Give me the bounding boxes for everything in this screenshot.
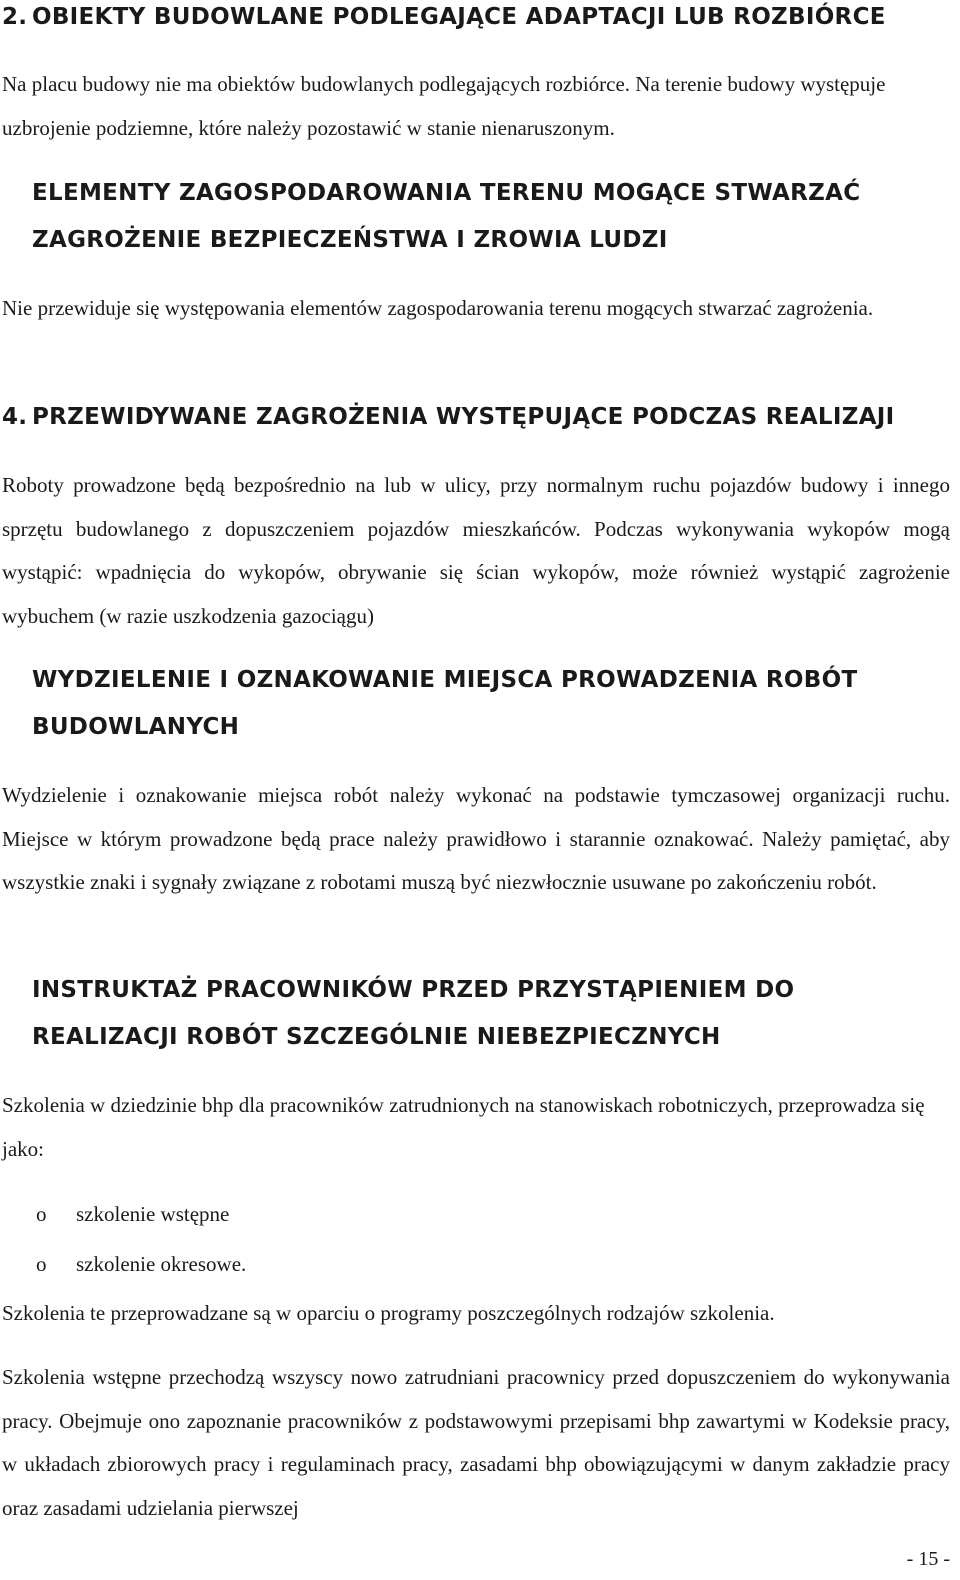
section-number	[2, 967, 32, 1014]
section-number: 2.	[2, 4, 28, 30]
section-title: OBIEKTY BUDOWLANE PODLEGAJĄCE ADAPTACJI LUB ROZBIÓRCE	[32, 4, 886, 30]
section-5-heading	[2, 657, 932, 751]
list-item-text: szkolenie okresowe.	[76, 1252, 247, 1276]
section-3-heading	[2, 170, 932, 264]
section-title: INSTRUKTAŻ PRACOWNIKÓW PRZED PRZYSTĄPIENIEM DO REALIZACJI ROBÓT SZCZEGÓLNIE NIEBEZPIECZNYCH	[32, 977, 795, 1050]
training-list	[36, 1189, 246, 1289]
section-4-paragraph: Roboty prowadzone będą bezpośrednio na lub w ulicy, przy normalnym ruchu pojazdów budowy i innego sprzętu budowlanego z dopuszczeniem pojazdów mieszkańców. Podczas wykonywania wykopów mogą wystąpić: wpadnięcia do wykopów, obrywanie się ścian wykopów, może również wystąpić zagrożenie wybuchem (w razie uszkodzenia gazociągu)	[2, 473, 950, 628]
section-2-paragraph: Na placu budowy nie ma obiektów budowlanych podlegających rozbiórce. Na terenie budowy występuje uzbrojenie podziemne, które należy pozostawić w stanie nienaruszonym.	[2, 72, 886, 140]
section-4-heading	[2, 394, 895, 441]
bullet-circle-icon: o	[36, 1252, 47, 1276]
section-number	[2, 657, 32, 704]
section-6-paragraph-2: Szkolenia wstępne przechodzą wszyscy nowo zatrudniani pracownicy przed dopuszczeniem do wykonywania pracy. Obejmuje ono zapoznanie pracowników z podstawowymi przepisami bhp zawartymi w Kodeksie pracy, w układach zbiorowych pracy i regulaminach pracy, zasadami bhp obowiązującymi w danym zakładzie pracy oraz zasadami udzielania pierwszej	[2, 1365, 950, 1520]
section-title: WYDZIELENIE I OZNAKOWANIE MIEJSCA PROWADZENIA ROBÓT BUDOWLANYCH	[32, 667, 858, 740]
section-6-heading	[2, 967, 932, 1061]
list-item	[36, 1239, 246, 1289]
page-number: - 15 -	[906, 1548, 950, 1570]
bullet-circle-icon: o	[36, 1202, 47, 1226]
section-2-heading	[2, 0, 886, 41]
section-title: ELEMENTY ZAGOSPODAROWANIA TERENU MOGĄCE STWARZAĆ ZAGROŻENIE BEZPIECZEŃSTWA I ZROWIA LUDZI	[32, 180, 861, 253]
section-3-paragraph: Nie przewiduje się występowania elementów zagospodarowania terenu mogących stwarzać zagrożenia.	[2, 296, 874, 320]
section-number: 4.	[2, 404, 28, 430]
section-title: PRZEWIDYWANE ZAGROŻENIA WYSTĘPUJĄCE PODCZAS REALIZAJI	[32, 404, 895, 430]
section-number	[2, 170, 32, 217]
list-item-text: szkolenie wstępne	[76, 1202, 230, 1226]
section-6-paragraph-1: Szkolenia te przeprowadzane są w oparciu o programy poszczególnych rodzajów szkolenia.	[2, 1301, 775, 1325]
list-item	[36, 1189, 246, 1239]
section-6-intro: Szkolenia w dziedzinie bhp dla pracowników zatrudnionych na stanowiskach robotniczych, przeprowadza się jako:	[2, 1093, 925, 1161]
section-5-paragraph: Wydzielenie i oznakowanie miejsca robót należy wykonać na podstawie tymczasowej organizacji ruchu. Miejsce w którym prowadzone będą prace należy prawidłowo i starannie oznakować. Należy pamiętać, aby wszystkie znaki i sygnały związane z robotami muszą być niezwłocznie usuwane po zakończeniu robót.	[2, 783, 950, 894]
